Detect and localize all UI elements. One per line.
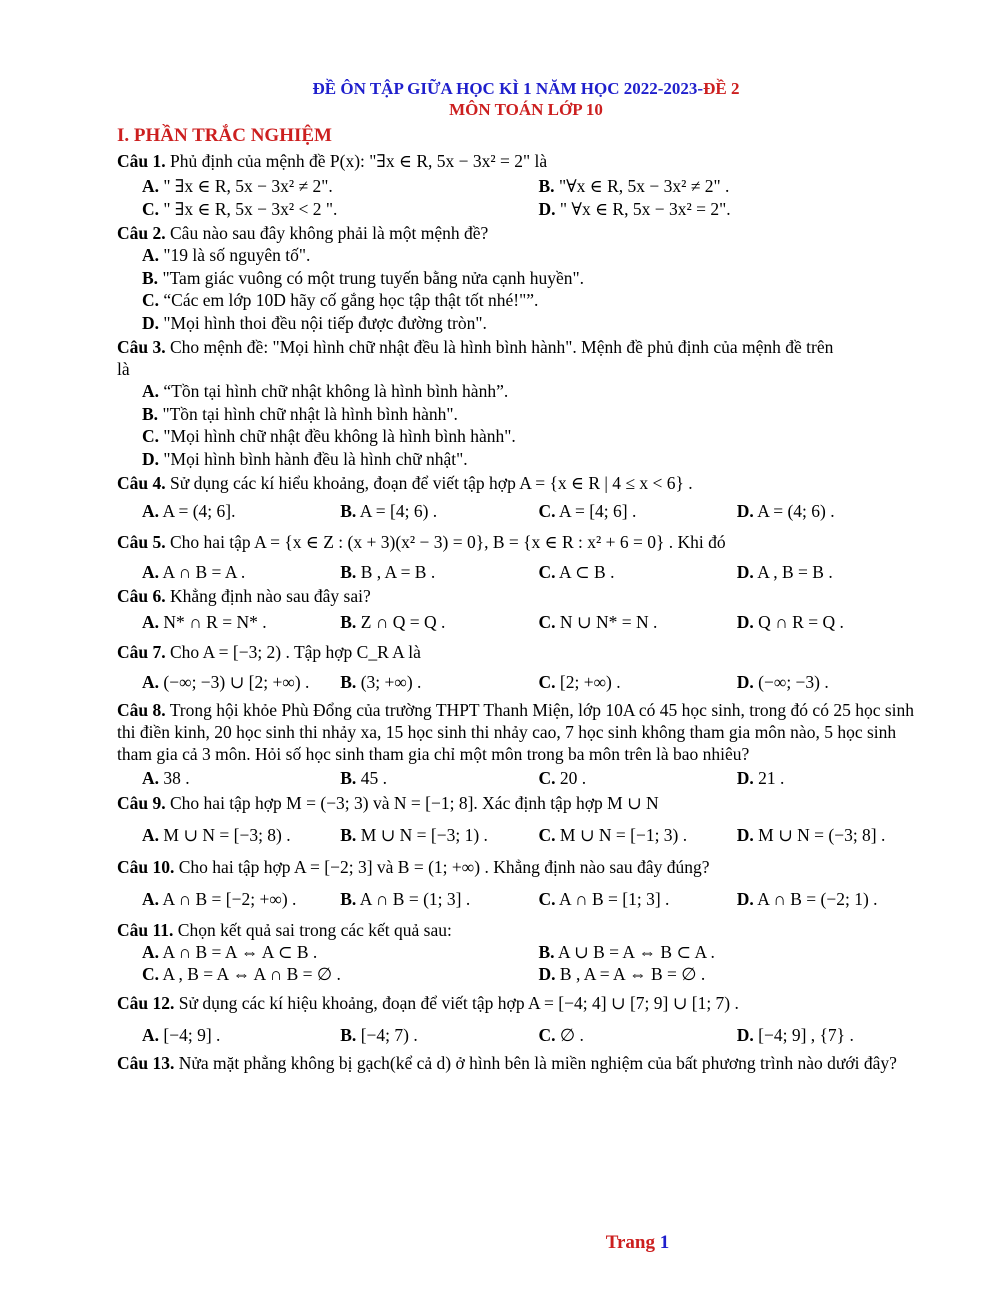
option-a[interactable]: A. M ∪ N = [−3; 8) . — [142, 824, 291, 845]
question-text: Phủ định của mệnh đề P(x): "∃x ∈ R, 5x − 3x² = 2" là — [170, 151, 548, 171]
question-11: Câu 11. Chọn kết quả sai trong các kết quả sau: — [117, 919, 452, 940]
question-10: Câu 10. Cho hai tập hợp A = [−2; 3] và B = (1; +∞) . Khẳng định nào sau đây đúng? — [117, 857, 710, 877]
question-3: Câu 3. Cho mệnh đề: "Mọi hình chữ nhật đều là hình bình hành". Mệnh đề phủ định của mệnh đề trên là — [117, 337, 834, 379]
option-b[interactable]: B. (3; +∞) . — [340, 671, 422, 692]
option-d[interactable]: D. "Mọi hình thoi đều nội tiếp được đường tròn". — [142, 312, 487, 333]
option-a[interactable]: A. [−4; 9] . — [142, 1024, 221, 1045]
options-row — [117, 888, 935, 911]
option-c[interactable]: C. ∅ . — [538, 1024, 584, 1045]
options-row — [117, 175, 935, 198]
option-b[interactable]: B. Z ∩ Q = Q . — [340, 612, 446, 632]
page-number: 1 — [659, 1232, 670, 1253]
exam-title — [117, 78, 935, 100]
option-d[interactable]: D. (−∞; −3) . — [736, 671, 829, 692]
options-row — [117, 824, 935, 847]
option-b[interactable]: B. M ∪ N = [−3; 1) . — [340, 824, 488, 845]
section-heading: I. PHẦN TRẮC NGHIỆM — [117, 125, 332, 146]
option-a[interactable]: A. 38 . — [142, 768, 190, 788]
question-13: Câu 13. Nửa mặt phẳng không bị gạch(kể cả d) ở hình bên là miền nghiệm của bất phương trình nào dưới đây? — [117, 1053, 897, 1073]
exam-subtitle: MÔN TOÁN LỚP 10 — [449, 100, 603, 119]
option-c[interactable]: C. A , B = A ⇔ A ∩ B = ∅ . — [142, 964, 341, 984]
question-6: Câu 6. Khẳng định nào sau đây sai? — [117, 586, 371, 606]
question-number: Câu 1. — [117, 151, 166, 171]
option-a[interactable]: A. N* ∩ R = N* . — [142, 612, 267, 632]
page-footer — [0, 1232, 1000, 1254]
option-d[interactable]: D. "Mọi hình bình hành đều là hình chữ nhật". — [142, 448, 468, 469]
question-7: Câu 7. Cho A = [−3; 2) . Tập hợp C_R A là — [117, 641, 421, 662]
option-a[interactable]: A. “Tồn tại hình chữ nhật không là hình bình hành”. — [142, 381, 509, 401]
question-4: Câu 4. Sử dụng các kí hiểu khoảng, đoạn để viết tập hợp A = {x ∈ R | 4 ≤ x < 6} . — [117, 473, 693, 493]
option-c[interactable]: C. N ∪ N* = N . — [538, 612, 658, 632]
options-row — [117, 1024, 935, 1047]
option-c[interactable]: C. M ∪ N = [−1; 3) . — [538, 824, 688, 845]
option-b[interactable]: B. A = [4; 6) . — [340, 501, 438, 521]
option-c[interactable]: C. A = [4; 6] . — [538, 501, 637, 521]
option-d[interactable]: D. A = (4; 6) . — [736, 501, 835, 521]
page-content — [117, 78, 935, 1074]
option-d[interactable]: D. 21 . — [736, 768, 785, 788]
option-b[interactable]: B. 45 . — [340, 768, 387, 788]
option-b[interactable]: B. [−4; 7) . — [340, 1024, 418, 1045]
exam-title-main: ĐỀ ÔN TẬP GIỮA HỌC KÌ 1 NĂM HỌC 2022-2023- — [312, 79, 704, 98]
options-row — [117, 671, 935, 694]
option-d[interactable]: D. M ∪ N = (−3; 8] . — [736, 824, 886, 845]
option-c[interactable]: C. A ⊂ B . — [538, 561, 615, 582]
options-row — [117, 767, 935, 790]
option-c[interactable]: C. A ∩ B = [1; 3] . — [538, 889, 670, 909]
option-b[interactable]: B. "∀x ∈ R, 5x − 3x² ≠ 2" . — [538, 176, 730, 196]
option-c[interactable]: C. " ∃x ∈ R, 5x − 3x² < 2 ". — [142, 198, 338, 219]
options-row — [117, 198, 935, 221]
option-d[interactable]: D. Q ∩ R = Q . — [736, 612, 844, 632]
option-b[interactable]: B. "Tam giác vuông có một trung tuyến bằng nửa cạnh huyền". — [142, 267, 584, 288]
question-8: Câu 8. Trong hội khỏe Phù Đổng của trường THPT Thanh Miện, lớp 10A có 45 học sinh, trong đó có 25 học sinh thi điền kinh, 20 học sinh thi nhảy xa, 15 học sinh thi nhảy cao, 7 học sinh không tham gia môn nào, 5 học sinh tham gia cả 3 môn. Hỏi số học sinh tham gia chỉ một môn trong ba môn trên là bao nhiêu? — [117, 700, 915, 764]
option-b[interactable]: B. A ∩ B = (1; 3] . — [340, 889, 471, 909]
option-b[interactable]: B. B , A = B . — [340, 561, 436, 582]
options-row — [117, 500, 935, 523]
option-a[interactable]: A. A ∩ B = [−2; +∞) . — [142, 889, 297, 909]
option-d[interactable]: D. [−4; 9] , {7} . — [736, 1024, 854, 1045]
question-2: Câu 2. Câu nào sau đây không phải là một mệnh đề? — [117, 223, 489, 243]
options-row — [117, 941, 935, 964]
question-1 — [117, 150, 935, 172]
option-c[interactable]: C. "Mọi hình chữ nhật đều không là hình bình hành". — [142, 426, 516, 446]
question-12: Câu 12. Sử dụng các kí hiệu khoảng, đoạn để viết tập hợp A = [−4; 4] ∪ [7; 9] ∪ [1; 7) . — [117, 992, 739, 1013]
option-b[interactable]: B. A ∪ B = A ⇔ B ⊂ A . — [538, 941, 715, 962]
footer-label: Trang — [605, 1232, 655, 1253]
option-a[interactable]: A. " ∃x ∈ R, 5x − 3x² ≠ 2". — [142, 176, 333, 196]
exam-title-tag: ĐỀ 2 — [703, 79, 740, 98]
options-row — [117, 611, 935, 634]
option-c[interactable]: C. 20 . — [538, 768, 587, 788]
option-a[interactable]: A. A ∩ B = A . — [142, 561, 246, 582]
question-9: Câu 9. Cho hai tập hợp M = (−3; 3) và N = [−1; 8]. Xác định tập hợp M ∪ N — [117, 792, 659, 813]
option-d[interactable]: D. A ∩ B = (−2; 1) . — [736, 889, 878, 909]
option-d[interactable]: D. " ∀x ∈ R, 5x − 3x² = 2". — [538, 198, 731, 219]
options-row — [117, 963, 935, 986]
option-b[interactable]: B. "Tồn tại hình chữ nhật là hình bình hành". — [142, 403, 458, 424]
options-row — [117, 561, 935, 584]
option-a[interactable]: A. A ∩ B = A ⇔ A ⊂ B . — [142, 941, 318, 962]
option-a[interactable]: A. "19 là số nguyên tố". — [142, 245, 311, 265]
option-a[interactable]: A. (−∞; −3) ∪ [2; +∞) . — [142, 671, 310, 692]
option-c[interactable]: C. “Các em lớp 10D hãy cố gắng học tập thật tốt nhé!"”. — [142, 290, 539, 310]
option-c[interactable]: C. [2; +∞) . — [538, 671, 621, 692]
option-d[interactable]: D. B , A = A ⇔ B = ∅ . — [538, 964, 706, 984]
question-5: Câu 5. Cho hai tập A = {x ∈ Z : (x + 3)(x² − 3) = 0}, B = {x ∈ R : x² + 6 = 0} . Khi đó — [117, 531, 726, 552]
option-a[interactable]: A. A = (4; 6]. — [142, 501, 236, 521]
option-d[interactable]: D. A , B = B . — [736, 561, 833, 582]
